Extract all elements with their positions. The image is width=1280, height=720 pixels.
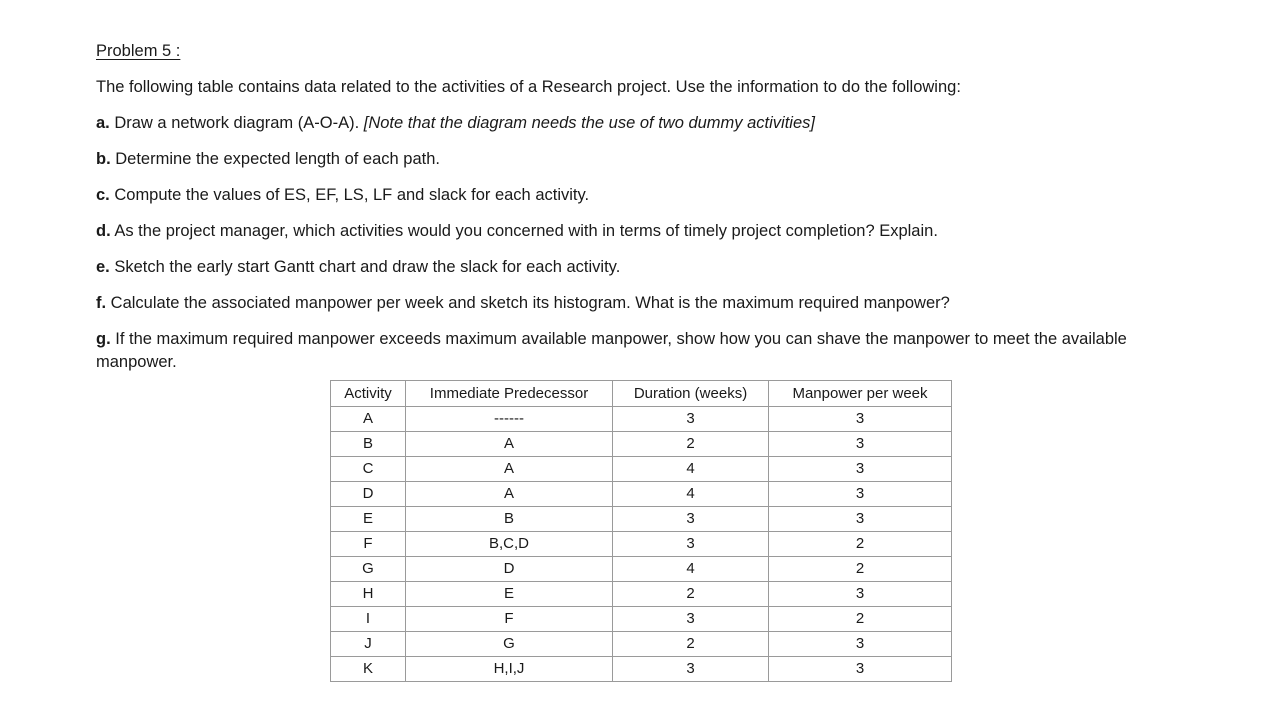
cell-manpower: 3 [769,657,952,682]
table-row [331,532,952,557]
cell-predecessor: G [406,632,613,657]
intro-paragraph: The following table contains data related to the activities of a Research project. Use the information to do the following: [96,78,961,96]
table-row [331,657,952,682]
cell-duration: 2 [613,582,769,607]
task-marker-f: f. [96,294,107,312]
task-text-f: Calculate the associated manpower per week and sketch its histogram. What is the maximum required manpower? [106,294,950,312]
cell-activity: H [331,582,406,607]
task-text-b: Determine the expected length of each path. [110,150,440,168]
task-note-a: [Note that the diagram needs the use of two dummy activities] [363,114,815,132]
column-header-manpower: Manpower per week [769,381,952,407]
cell-predecessor: B [406,507,613,532]
cell-predecessor: ------ [406,407,613,432]
cell-duration: 4 [613,482,769,507]
task-text-e: Sketch the early start Gantt chart and draw the slack for each activity. [109,258,621,276]
cell-duration: 3 [613,532,769,557]
cell-predecessor: E [406,582,613,607]
problem-title-text: Problem 5 : [96,42,181,60]
task-marker-b: b. [96,150,111,168]
cell-duration: 2 [613,632,769,657]
column-header-predecessor: Immediate Predecessor [406,381,613,407]
cell-manpower: 3 [769,482,952,507]
cell-activity: D [331,482,406,507]
cell-manpower: 3 [769,507,952,532]
cell-activity: F [331,532,406,557]
cell-manpower: 3 [769,582,952,607]
table-row [331,482,952,507]
table-row [331,582,952,607]
table-row [331,557,952,582]
table-row [331,432,952,457]
cell-activity: B [331,432,406,457]
page-title [96,40,1184,62]
cell-activity: J [331,632,406,657]
task-item-d [96,220,1184,242]
task-text-g: If the maximum required manpower exceeds maximum available manpower, show how you can shave the manpower to meet the available manpower. [96,330,1127,371]
cell-manpower: 3 [769,407,952,432]
cell-activity: A [331,407,406,432]
task-marker-e: e. [96,258,110,276]
cell-manpower: 2 [769,557,952,582]
cell-activity: G [331,557,406,582]
task-item-e [96,256,1184,278]
task-text-c: Compute the values of ES, EF, LS, LF and slack for each activity. [109,186,590,204]
task-item-c [96,184,1184,206]
cell-manpower: 3 [769,632,952,657]
table-row [331,407,952,432]
activity-table-container [96,380,1184,682]
cell-activity: E [331,507,406,532]
task-text-a: Draw a network diagram (A-O-A). [109,114,364,132]
cell-predecessor: A [406,482,613,507]
task-item-b [96,148,1184,170]
table-row [331,457,952,482]
table-row [331,507,952,532]
cell-duration: 3 [613,657,769,682]
cell-predecessor: B,C,D [406,532,613,557]
task-item-a [96,112,1184,134]
cell-duration: 4 [613,557,769,582]
cell-activity: K [331,657,406,682]
activity-table [330,380,952,682]
cell-duration: 4 [613,457,769,482]
task-marker-g: g. [96,330,111,348]
cell-duration: 3 [613,407,769,432]
cell-predecessor: A [406,432,613,457]
table-row [331,632,952,657]
cell-predecessor: F [406,607,613,632]
column-header-duration: Duration (weeks) [613,381,769,407]
cell-predecessor: H,I,J [406,657,613,682]
task-marker-c: c. [96,186,110,204]
cell-manpower: 2 [769,607,952,632]
table-header-row [331,381,952,407]
cell-duration: 2 [613,432,769,457]
cell-manpower: 2 [769,532,952,557]
cell-manpower: 3 [769,457,952,482]
task-text-d: As the project manager, which activities would you concerned with in terms of timely project completion? Explain. [110,222,938,240]
task-marker-d: d. [96,222,111,240]
task-item-f [96,292,1184,314]
table-header [331,381,952,407]
cell-duration: 3 [613,607,769,632]
cell-predecessor: A [406,457,613,482]
cell-activity: C [331,457,406,482]
cell-activity: I [331,607,406,632]
cell-duration: 3 [613,507,769,532]
column-header-activity: Activity [331,381,406,407]
table-row [331,607,952,632]
task-item-g [96,328,1160,374]
table-body [331,407,952,682]
cell-manpower: 3 [769,432,952,457]
cell-predecessor: D [406,557,613,582]
task-marker-a: a. [96,114,110,132]
